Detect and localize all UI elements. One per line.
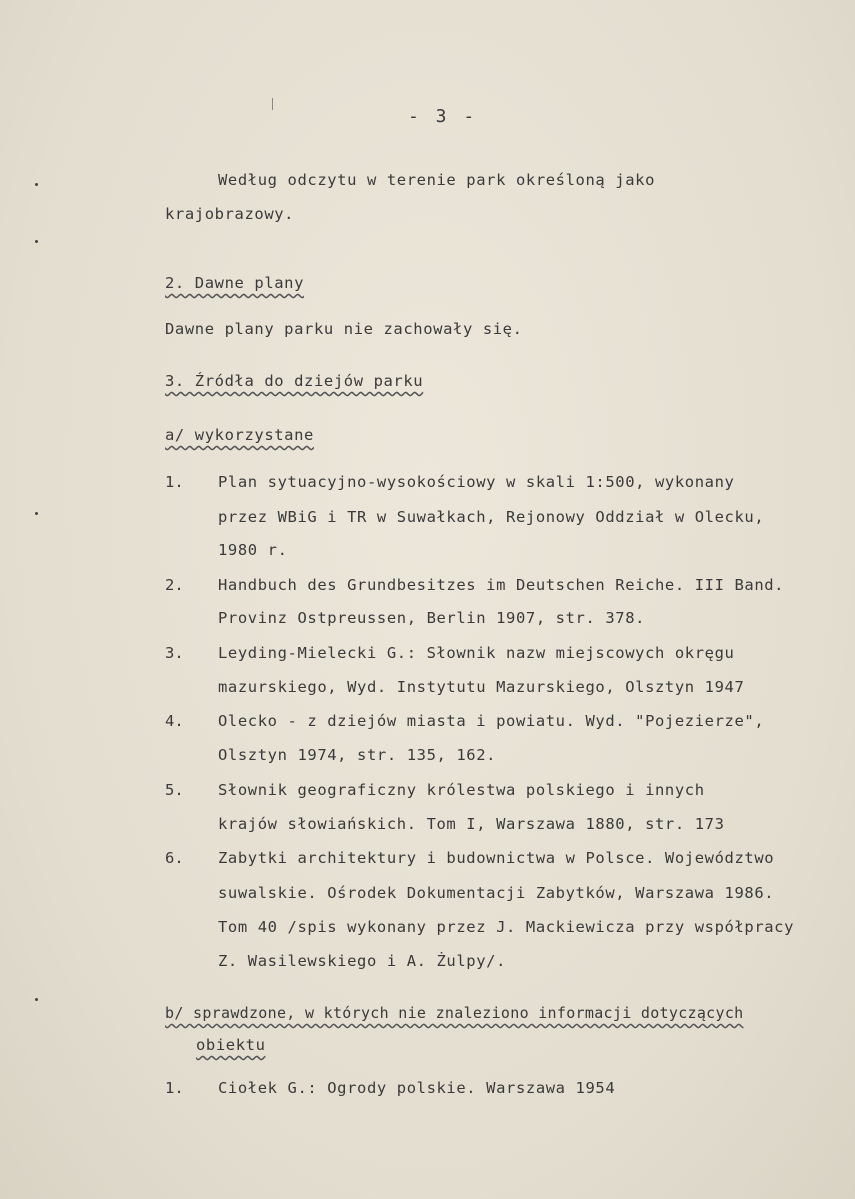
- list-item-line: Z. Wasilewskiego i A. Żulpy/.: [218, 952, 507, 970]
- list-item-line: Tom 40 /spis wykonany przez J. Mackiewicza przy współpracy: [218, 918, 795, 936]
- section-2-heading: 2. Dawne plany: [165, 274, 305, 292]
- margin-dot: [35, 183, 38, 186]
- list-number: 3.: [165, 644, 184, 662]
- list-item-line: Zabytki architektury i budownictwa w Polsce. Województwo: [218, 849, 775, 867]
- list-number: 2.: [165, 576, 184, 594]
- subsection-b-heading-cont: obiektu: [196, 1036, 266, 1054]
- list-item-line: 1980 r.: [218, 541, 288, 559]
- list-number: 1.: [165, 1079, 184, 1097]
- list-number: 4.: [165, 712, 184, 730]
- page-number: - 3 -: [408, 106, 478, 127]
- intro-line-1: Według odczytu w terenie park określoną jako: [218, 171, 655, 189]
- intro-line-2: krajobrazowy.: [165, 205, 295, 223]
- section-3-heading: 3. Źródła do dziejów parku: [165, 372, 424, 390]
- list-number: 5.: [165, 781, 184, 799]
- list-item-line: mazurskiego, Wyd. Instytutu Mazurskiego, Olsztyn 1947: [218, 678, 745, 696]
- list-item-line: Handbuch des Grundbesitzes im Deutschen Reiche. III Band.: [218, 576, 785, 594]
- list-item-line: Plan sytuacyjno-wysokościowy w skali 1:500, wykonany: [218, 473, 735, 491]
- list-item-line: Provinz Ostpreussen, Berlin 1907, str. 378.: [218, 609, 646, 627]
- list-item-line: krajów słowiańskich. Tom I, Warszawa 1880, str. 173: [218, 815, 725, 833]
- margin-dot: [35, 240, 38, 243]
- list-item-line: Leyding-Mielecki G.: Słownik nazw miejscowych okręgu: [218, 644, 735, 662]
- list-item-line: przez WBiG i TR w Suwałkach, Rejonowy Oddział w Olecku,: [218, 508, 765, 526]
- list-item-line: Olsztyn 1974, str. 135, 162.: [218, 746, 497, 764]
- list-number: 1.: [165, 473, 184, 491]
- list-item-line: Olecko - z dziejów miasta i powiatu. Wyd. "Pojezierze",: [218, 712, 765, 730]
- subsection-b-heading: b/ sprawdzone, w których nie znaleziono informacji dotyczących: [165, 1004, 744, 1022]
- list-number: 6.: [165, 849, 184, 867]
- list-item-line: Słownik geograficzny królestwa polskiego i innych: [218, 781, 705, 799]
- margin-dot: [35, 512, 38, 515]
- subsection-a-heading: a/ wykorzystane: [165, 426, 314, 444]
- margin-dot: [35, 998, 38, 1001]
- section-2-text: Dawne plany parku nie zachowały się.: [165, 320, 523, 338]
- pencil-mark: [272, 98, 273, 110]
- list-item-line: Ciołek G.: Ogrody polskie. Warszawa 1954: [218, 1079, 616, 1097]
- list-item-line: suwalskie. Ośrodek Dokumentacji Zabytków, Warszawa 1986.: [218, 884, 775, 902]
